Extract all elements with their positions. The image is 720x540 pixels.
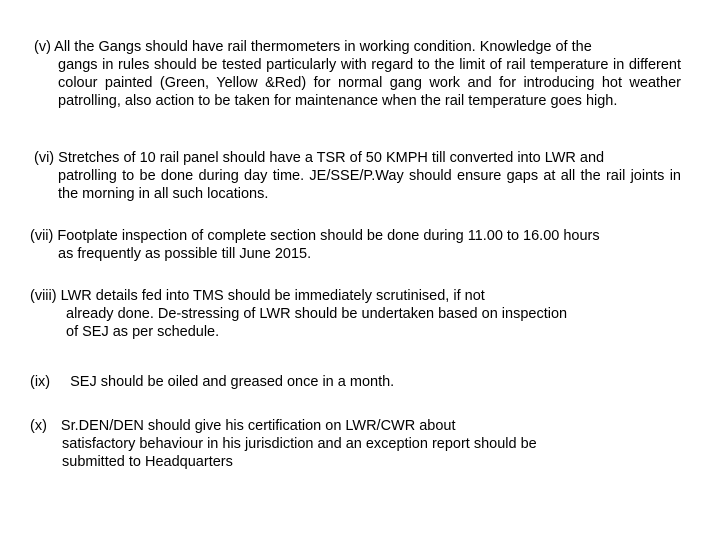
item-rest-text: already done. De-stressing of LWR should be undertaken based on inspection of SEJ as per schedule.	[66, 306, 568, 340]
instruction-item-v	[34, 38, 681, 110]
item-first-text: Stretches of 10 rail panel should have a TSR of 50 KMPH till converted into LWR and	[58, 150, 605, 166]
item-first-line	[30, 373, 590, 391]
item-first-text: SEJ should be oiled and greased once in a month.	[70, 374, 395, 390]
item-first-text: Footplate inspection of complete section should be done during 11.00 to 16.00 hours	[57, 228, 600, 244]
instruction-item-viii	[30, 287, 570, 341]
item-rest-text: satisfactory behaviour in his jurisdiction and an exception report should be submitted to Headquarters	[62, 436, 537, 470]
item-marker: (vii)	[30, 228, 54, 244]
item-marker: (x)	[30, 418, 47, 434]
item-rest-text: gangs in rules should be tested particularly with regard to the limit of rail temperature in different colour painted (Green, Yellow &Red) for normal gang work and for introducing hot weather patrolling, also action to be taken for maintenance when the rail temperature goes high.	[58, 57, 681, 109]
item-first-text: All the Gangs should have rail thermometers in working condition. Knowledge of the	[54, 39, 592, 55]
item-rest-text: patrolling to be done during day time. JE/SSE/P.Way should ensure gaps at all the rail joints in the morning in all such locations.	[58, 168, 681, 202]
item-marker: (vi)	[34, 150, 55, 166]
item-marker: (v)	[34, 39, 51, 55]
instruction-item-vi	[34, 149, 681, 203]
item-first-text: LWR details fed into TMS should be immediately scrutinised, if not	[60, 288, 485, 304]
item-marker: (ix)	[30, 374, 51, 390]
item-first-line	[30, 227, 685, 245]
instruction-item-x	[30, 417, 570, 471]
instruction-item-vii	[30, 227, 685, 263]
item-rest-text: as frequently as possible till June 2015.	[58, 246, 312, 262]
instruction-item-ix	[30, 373, 590, 391]
item-first-line	[34, 38, 681, 56]
item-first-line	[34, 149, 681, 167]
item-first-text: Sr.DEN/DEN should give his certification on LWR/CWR about	[60, 418, 456, 434]
item-marker: (viii)	[30, 288, 57, 304]
